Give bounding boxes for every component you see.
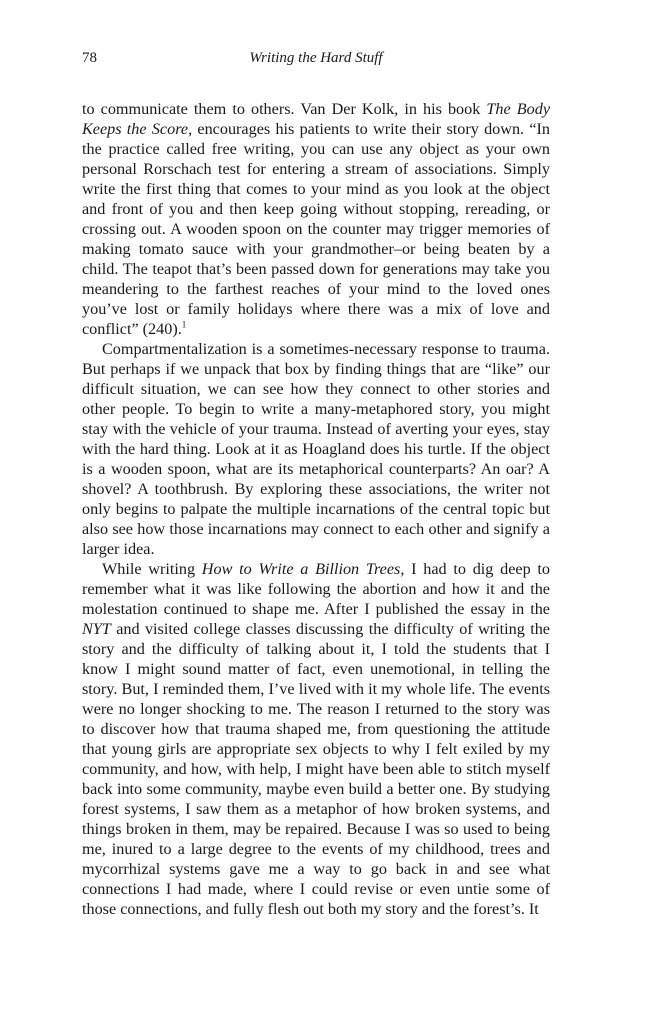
page-number: 78 — [82, 50, 97, 66]
footnote-marker: 1 — [181, 319, 187, 330]
body-text — [82, 99, 550, 919]
page-header — [82, 50, 550, 74]
paragraph-3 — [82, 559, 550, 919]
book-title-body-keeps-score: The Body Keeps the Score, — [82, 100, 551, 138]
running-title: Writing the Hard Stuff — [249, 50, 383, 66]
paragraph-2-text: Compartmentalization is a sometimes-necessary response to trauma. But perhaps if we unpack that box by finding things that are “like” our difficult situation, we can see how they connect to other stories and other people. To begin to write a many-metaphored story, you might stay with the vehicle of your trauma. Instead of averting your eyes, stay with the hard thing. Look at it as Hoagland does his turtle. If the object is a wooden spoon, what are its metaphorical counterparts? An oar? A shovel? A toothbrush. By exploring these associations, the writer not only begins to palpate the multiple incarnations of the central topic but also see how those incarnations may connect to each other and signify a larger idea. — [82, 340, 550, 558]
paragraph-3-text-1: While writing — [102, 560, 202, 578]
paragraph-3-text-3: and visited college classes discussing the difficulty of writing the story and the difficulty of talking about it, I told the students that I know I might sound matter of fact, even unemotional, in telling the story. But, I reminded them, I’ve lived with it my whole life. The events were no longer shocking to me. The reason I returned to the story was to discover how that trauma shaped me, from questioning the attitude that young girls are appropriate sex objects to why I felt exiled by my community, and how, with help, I might have been able to stitch myself back into some community, maybe even build a better one. By studying forest systems, I saw them as a metaphor of how broken systems, and things broken in them, may be repaired. Because I was so used to being me, inured to a large degree to the events of my childhood, trees and mycorrhizal systems gave me a way to go back in and see what connections I had made, where I could revise or even untie some of those connections, and fully flesh out both my story and the forest’s. It — [82, 620, 550, 918]
paragraph-1-text-1: to communicate them to others. Van Der Kolk, in his book — [82, 100, 487, 118]
book-title-billion-trees: How to Write a Billion Trees, — [201, 560, 405, 578]
publication-nyt: NYT — [82, 620, 111, 638]
paragraph-1-text-2: encourages his patients to write their story down. “In the practice called free writing, you can use any object as your own personal Rorschach test for entering a stream of associations. Simply write the first thing that comes to your mind as you look at the object and front of you and then keep going without stopping, rereading, or crossing out. A wooden spoon on the counter may trigger memories of making tomato sauce with your grandmother–or being beaten by a child. The teapot that’s been passed down for generations may take you meandering to the farthest reaches of your mind to the loved ones you’ve lost or family holidays where there was a mix of love and conflict” (240). — [82, 120, 550, 338]
paragraph-2 — [82, 339, 550, 559]
paragraph-1 — [82, 99, 550, 339]
paragraph-3-text-2: I had to dig deep to remember what it was like following the abortion and how it and the molestation continued to shape me. After I published the essay in the — [82, 560, 551, 618]
